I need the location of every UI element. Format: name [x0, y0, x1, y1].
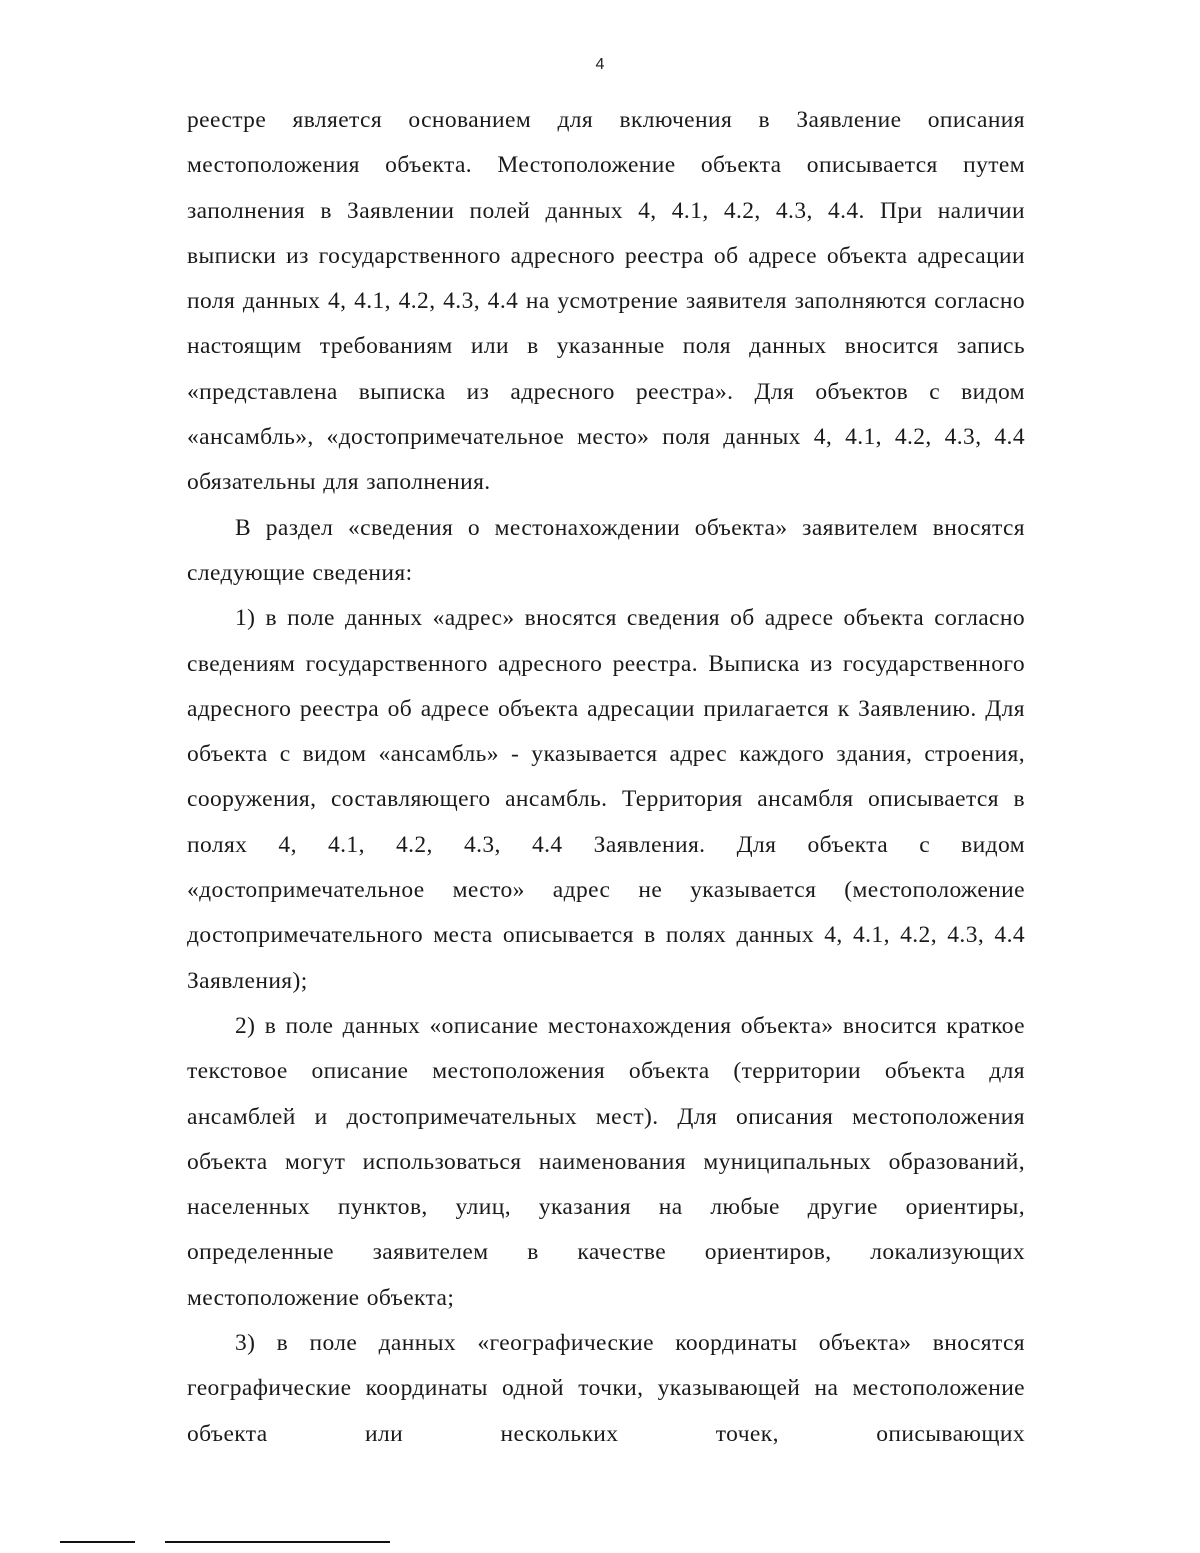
- list-item-location-description: 2) в поле данных «описание местонахождения объекта» вносится краткое текстовое описание местоположения объекта (территории объекта для ансамблей и достопримечательных мест). Для описания местоположения объекта могут использоваться наименования муниципальных образований, населенных пунктов, улиц, указания на любые другие ориентиры, определенные заявителем в качестве ориентиров, локализующих местоположение объекта;: [187, 1012, 1025, 1311]
- list-item-geo-coordinates: 3) в поле данных «географические координаты объекта» вносятся географические координаты одной точки, указывающей на местоположение объекта или нескольких точек, описывающих: [187, 1330, 1025, 1447]
- body-text: [187, 98, 1025, 1457]
- paragraph-section-heading: В раздел «сведения о местонахождении объекта» заявителем вносятся следующие сведения:: [187, 514, 1025, 586]
- footnote-separator: [60, 1541, 390, 1543]
- list-item-address: 1) в поле данных «адрес» вносятся сведения об адресе объекта согласно сведениям государственного адресного реестра. Выписка из государственного адресного реестра об адресе объекта адресации прилагается к Заявлению. Для объекта с видом «ансамбль» - указывается адрес каждого здания, строения, сооружения, составляющего ансамбль. Территория ансамбля описывается в полях 4, 4.1, 4.2, 4.3, 4.4 Заявления. Для объекта с видом «достопримечательное место» адрес не указывается (местоположение достопримечательного места описывается в полях данных 4, 4.1, 4.2, 4.3, 4.4 Заявления);: [187, 605, 1025, 994]
- page-number: 4: [595, 56, 605, 73]
- paragraph-location-intro: реестре является основанием для включения в Заявление описания местоположения объекта. Местоположение объекта описывается путем заполнения в Заявлении полей данных 4, 4.1, 4.2, 4.3, 4.4. При наличии выписки из государственного адресного реестра об адресе объекта адресации поля данных 4, 4.1, 4.2, 4.3, 4.4 на усмотрение заявителя заполняются согласно настоящим требованиям или в указанные поля данных вносится запись «представлена выписка из адресного реестра». Для объектов с видом «ансамбль», «достопримечательное место» поля данных 4, 4.1, 4.2, 4.3, 4.4 обязательны для заполнения.: [187, 107, 1025, 496]
